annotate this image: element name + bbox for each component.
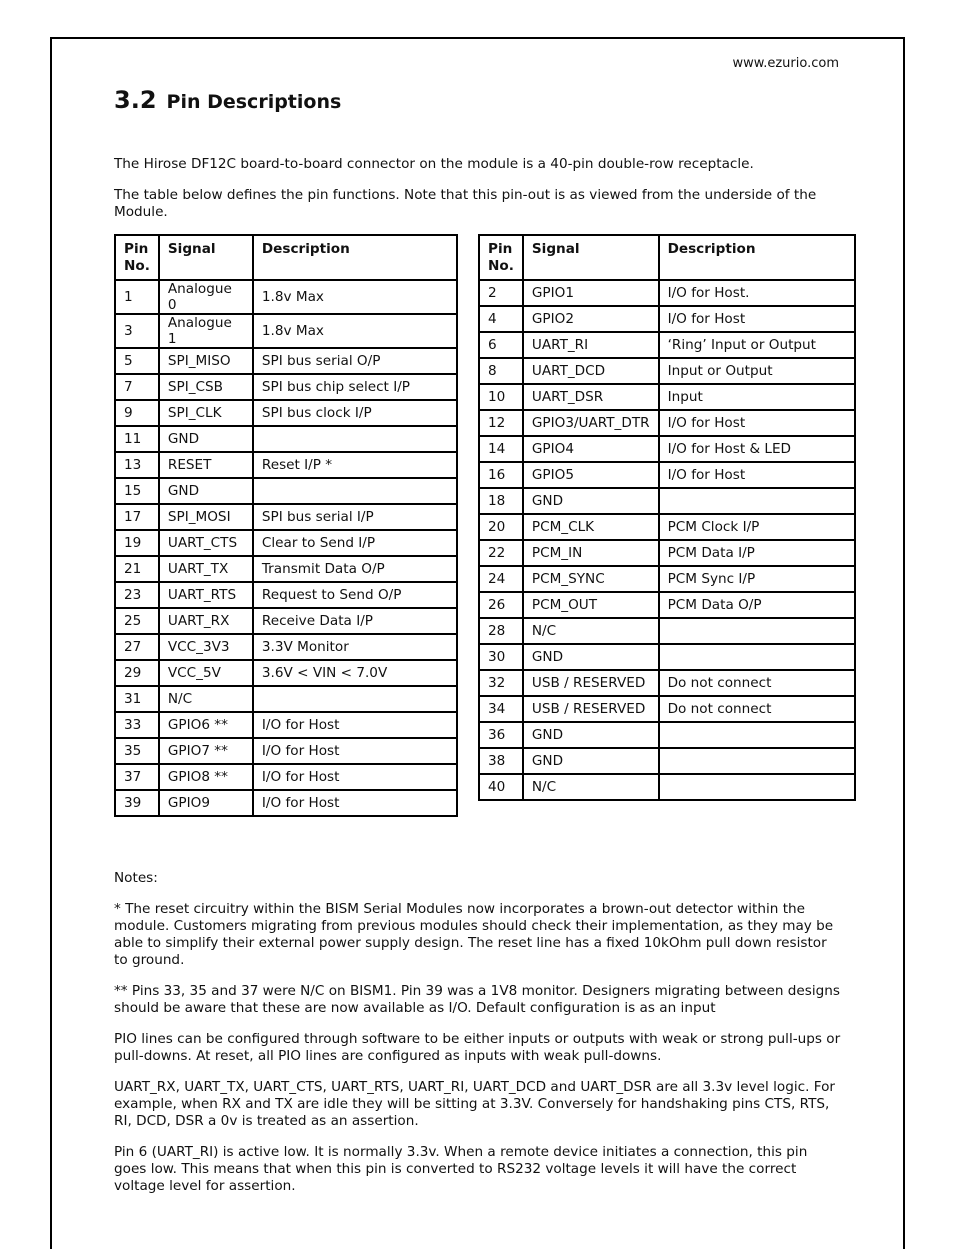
description-cell: PCM Data O/P [659,592,855,618]
signal-cell: PCM_OUT [523,592,659,618]
table-row [479,748,855,774]
table-row [115,738,457,764]
table-row [479,384,855,410]
section-title: Pin Descriptions [166,91,342,113]
pin-cell: 35 [115,738,159,764]
table-row [115,280,457,314]
description-cell: SPI bus serial O/P [253,348,457,374]
signal-cell: GPIO3/UART_DTR [523,410,659,436]
description-cell: 1.8v Max [253,314,457,348]
pin-cell: 34 [479,696,523,722]
section-heading [114,86,341,114]
table-row [115,790,457,816]
table-row [479,670,855,696]
pin-cell: 27 [115,634,159,660]
table-row [479,774,855,800]
pin-table-right [478,234,856,801]
pin-cell: 16 [479,462,523,488]
description-cell: I/O for Host [253,712,457,738]
signal-cell: GPIO9 [159,790,253,816]
signal-cell: UART_CTS [159,530,253,556]
description-cell: SPI bus clock I/P [253,400,457,426]
pin-cell: 33 [115,712,159,738]
description-cell: I/O for Host [659,306,855,332]
table-row [479,280,855,306]
note-uart-levels: UART_RX, UART_TX, UART_CTS, UART_RTS, UART_RI, UART_DCD and UART_DSR are all 3.3v level logic. For example, when RX and TX are idle they will be sitting at 3.3V. Conversely for handshaking pins CTS, RTS, RI, DCD, DSR a 0v is treated as an assertion. [114,1079,835,1129]
description-cell: ‘Ring’ Input or Output [659,332,855,358]
description-cell [659,618,855,644]
note-reset: * The reset circuitry within the BISM Serial Modules now incorporates a brown-out detector within the module. Customers migrating from previous modules should check their implementation, as they may be able to simplify their external power supply design. The reset line has a fixed 10kOhm pull down resistor to ground. [114,901,834,968]
pin-cell: 2 [479,280,523,306]
description-cell: Request to Send O/P [253,582,457,608]
pin-cell: 36 [479,722,523,748]
signal-cell: GPIO1 [523,280,659,306]
pin-cell: 6 [479,332,523,358]
description-cell [659,644,855,670]
description-cell: PCM Clock I/P [659,514,855,540]
description-cell: 3.6V < VIN < 7.0V [253,660,457,686]
signal-cell: GND [523,644,659,670]
description-cell [659,488,855,514]
website-url: www.ezurio.com [732,56,839,71]
pin-cell: 5 [115,348,159,374]
table-row [115,556,457,582]
description-cell [659,722,855,748]
table-row [115,348,457,374]
pin-cell: 7 [115,374,159,400]
signal-cell: PCM_IN [523,540,659,566]
table-header-row [115,235,457,280]
signal-cell: GPIO7 ** [159,738,253,764]
description-cell: I/O for Host [659,462,855,488]
table-row [479,644,855,670]
description-cell: Do not connect [659,670,855,696]
table-row [115,634,457,660]
signal-cell: PCM_CLK [523,514,659,540]
note-gpio: ** Pins 33, 35 and 37 were N/C on BISM1. Pin 39 was a 1V8 monitor. Designers migrating between designs should be aware that these are now available as I/O. Default configuration is as an input [114,983,840,1016]
signal-cell: PCM_SYNC [523,566,659,592]
table-row [115,400,457,426]
signal-cell: VCC_3V3 [159,634,253,660]
pin-cell: 21 [115,556,159,582]
pin-cell: 26 [479,592,523,618]
description-cell: I/O for Host [253,738,457,764]
signal-cell: SPI_MISO [159,348,253,374]
signal-cell: Analogue 0 [159,280,253,314]
pin-cell: 22 [479,540,523,566]
pin-cell: 18 [479,488,523,514]
description-cell: Do not connect [659,696,855,722]
signal-cell: GND [523,748,659,774]
table-header-row [479,235,855,280]
table-row [479,462,855,488]
signal-cell: GND [523,488,659,514]
signal-cell: UART_RTS [159,582,253,608]
description-cell [253,478,457,504]
section-number: 3.2 [114,86,157,114]
description-cell [659,748,855,774]
table-row [479,592,855,618]
note-pio: PIO lines can be configured through software to be either inputs or outputs with weak or strong pull-ups or pull-downs. At reset, all PIO lines are configured as inputs with weak pull-downs. [114,1031,841,1064]
table-row [115,478,457,504]
intro-paragraph-1: The Hirose DF12C board-to-board connector on the module is a 40-pin double-row receptacle. [114,156,754,172]
table-row [479,722,855,748]
pin-cell: 4 [479,306,523,332]
pin-cell: 30 [479,644,523,670]
pin-cell: 20 [479,514,523,540]
header-signal: Signal [159,235,253,280]
signal-cell: UART_RX [159,608,253,634]
table-row [115,660,457,686]
table-row [115,764,457,790]
description-cell [659,774,855,800]
pin-cell: 11 [115,426,159,452]
pin-cell: 3 [115,314,159,348]
pin-table-left [114,234,458,817]
description-cell: I/O for Host & LED [659,436,855,462]
pin-cell: 37 [115,764,159,790]
signal-cell: RESET [159,452,253,478]
signal-cell: GPIO2 [523,306,659,332]
pin-cell: 29 [115,660,159,686]
table-row [115,452,457,478]
description-cell: 3.3V Monitor [253,634,457,660]
table-row [479,540,855,566]
notes-label: Notes: [114,870,158,886]
table-row [479,436,855,462]
description-cell [253,686,457,712]
pin-cell: 32 [479,670,523,696]
description-cell: Reset I/P * [253,452,457,478]
pin-cell: 14 [479,436,523,462]
table-row [115,686,457,712]
table-row [479,514,855,540]
header-description: Description [659,235,855,280]
table-row [115,608,457,634]
description-cell: 1.8v Max [253,280,457,314]
table-row [479,358,855,384]
signal-cell: GPIO6 ** [159,712,253,738]
signal-cell: SPI_CSB [159,374,253,400]
table-row [479,488,855,514]
signal-cell: Analogue 1 [159,314,253,348]
table-row [479,332,855,358]
description-cell: Clear to Send I/P [253,530,457,556]
table-row [479,566,855,592]
header-description: Description [253,235,457,280]
intro-paragraph-2: The table below defines the pin functions. Note that this pin-out is as viewed from the underside of the Module. [114,187,817,220]
signal-cell: USB / RESERVED [523,696,659,722]
table-row [479,410,855,436]
description-cell: Receive Data I/P [253,608,457,634]
table-row [479,618,855,644]
signal-cell: N/C [523,774,659,800]
table-row [115,582,457,608]
description-cell: I/O for Host [253,764,457,790]
signal-cell: SPI_MOSI [159,504,253,530]
table-row [115,374,457,400]
pin-cell: 13 [115,452,159,478]
header-pin: Pin No. [479,235,523,280]
signal-cell: GPIO8 ** [159,764,253,790]
pin-cell: 8 [479,358,523,384]
description-cell: SPI bus chip select I/P [253,374,457,400]
pin-cell: 24 [479,566,523,592]
signal-cell: UART_DCD [523,358,659,384]
pin-cell: 23 [115,582,159,608]
signal-cell: GND [159,426,253,452]
signal-cell: UART_TX [159,556,253,582]
signal-cell: GND [159,478,253,504]
pin-cell: 40 [479,774,523,800]
signal-cell: N/C [523,618,659,644]
pin-cell: 38 [479,748,523,774]
description-cell: I/O for Host [253,790,457,816]
pin-cell: 19 [115,530,159,556]
table-row [115,504,457,530]
table-row [479,306,855,332]
signal-cell: VCC_5V [159,660,253,686]
description-cell [253,426,457,452]
pin-cell: 1 [115,280,159,314]
signal-cell: SPI_CLK [159,400,253,426]
pin-cell: 15 [115,478,159,504]
signal-cell: GND [523,722,659,748]
table-row [115,530,457,556]
pin-cell: 9 [115,400,159,426]
header-signal: Signal [523,235,659,280]
table-row [115,712,457,738]
description-cell: PCM Sync I/P [659,566,855,592]
table-row [115,426,457,452]
description-cell: Input or Output [659,358,855,384]
signal-cell: GPIO5 [523,462,659,488]
description-cell: Transmit Data O/P [253,556,457,582]
pin-cell: 17 [115,504,159,530]
pin-cell: 39 [115,790,159,816]
pin-cell: 10 [479,384,523,410]
header-pin: Pin No. [115,235,159,280]
signal-cell: UART_RI [523,332,659,358]
note-uart-ri: Pin 6 (UART_RI) is active low. It is normally 3.3v. When a remote device initiates a connection, this pin goes low. This means that when this pin is converted to RS232 voltage levels it will have the correct voltage level for assertion. [114,1144,808,1194]
signal-cell: UART_DSR [523,384,659,410]
description-cell: SPI bus serial I/P [253,504,457,530]
description-cell: I/O for Host [659,410,855,436]
table-row [479,696,855,722]
pin-cell: 31 [115,686,159,712]
signal-cell: GPIO4 [523,436,659,462]
table-row [115,314,457,348]
pin-cell: 28 [479,618,523,644]
signal-cell: USB / RESERVED [523,670,659,696]
pin-cell: 12 [479,410,523,436]
signal-cell: N/C [159,686,253,712]
pin-cell: 25 [115,608,159,634]
description-cell: PCM Data I/P [659,540,855,566]
description-cell: I/O for Host. [659,280,855,306]
description-cell: Input [659,384,855,410]
